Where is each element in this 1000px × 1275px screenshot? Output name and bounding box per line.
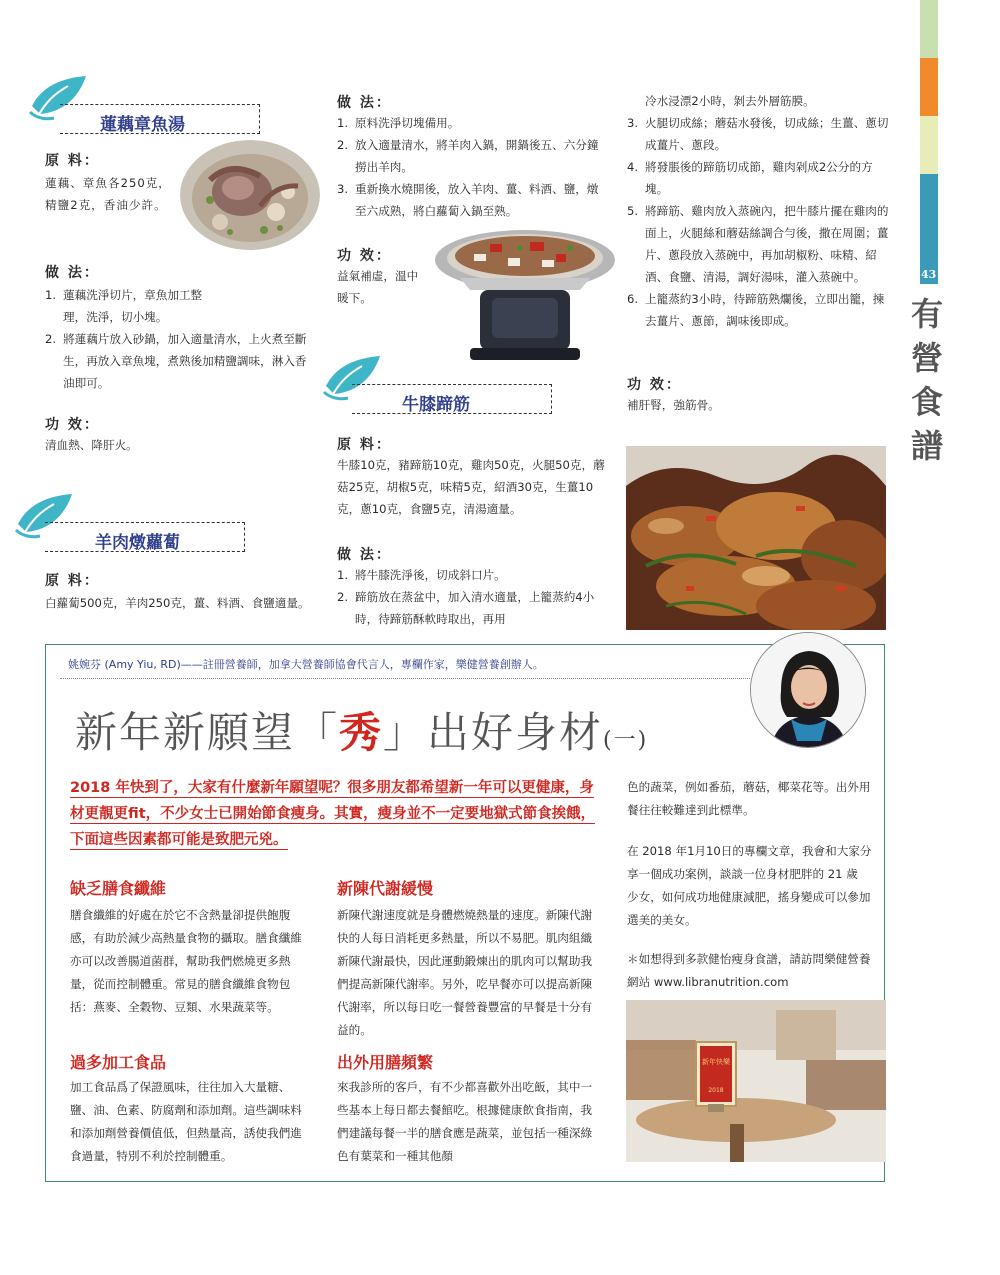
effect-label: 功 效： [337,248,392,264]
page-number: 43 [921,268,937,281]
method-label: 做 法： [337,95,392,111]
octopus-soup-photo [180,140,320,250]
section-body: 來我診所的客戶，有不少都喜歡外出吃飯，其中一些基本上每日都去餐館吃。根據健康飲食指南，我們建議每餐一半的膳食應是蔬菜，並包括一種深綠色有葉菜和一種其他顏 [337,1080,593,1163]
method-step-continued: 冷水浸漂2小時，剝去外層筋膜。 [645,94,815,108]
article-title: 新年新願望「秀」出好身材(一) [75,708,649,757]
sidebar-color-segment [920,0,938,58]
method-step: 3. 火腿切成絲；蘑菇水發後，切成絲；生薑、蔥切成薑片、蔥段。 [627,116,889,152]
method-steps [337,112,602,222]
method-step: 5. 將蹄筋、雞肉放入蒸碗內，把牛膝片擺在雞肉的面上，火腿絲和蘑菇絲調合勻後，撒在周圍；薑片、蔥段放入蒸碗中，再加胡椒粉、味精、紹酒、食鹽、清湯，調好湯味，灌入蒸碗中。 [627,204,889,284]
section-heading: 過多加工食品 [70,1053,167,1072]
section-heading: 出外用膳頻繁 [337,1053,434,1072]
method-steps [337,564,602,630]
method-step: 3. 重新換水燒開後，放入羊肉、薑、料酒、鹽，燉至六成熟，將白蘿蔔入鍋至熟。 [337,182,599,218]
article-lede: 2018 年快到了，大家有什麼新年願望呢？很多朋友都希望新一年可以更健康，身材更靚更fit，不少女士已開始節食瘦身。其實，瘦身並不一定要地獄式節食挨餓，下面這些因素都可能是致肥元兇。 [70,780,596,848]
method-step: 4. 將發脹後的蹄筋切成節，雞肉剁成2公分的方塊。 [627,160,873,196]
effect-text: 補肝腎，強筋骨。 [627,398,720,412]
sidebar-color-segment [920,116,938,174]
effect-text: 益氣補虛，溫中暖下。 [337,269,419,305]
ingredients-label: 原 料： [45,573,100,589]
ingredients-label: 原 料： [45,153,100,169]
website-note: ＊如想得到多款健怡瘦身食譜，請訪問樂健營養網站 www.libranutrition.com [627,952,871,989]
sign-year: 2018 [708,1087,724,1094]
ingredients-text: 白蘿蔔500克，羊肉250克，薑、料酒、食鹽適量。 [45,596,310,610]
ingredients-text: 蓮藕、章魚各250克，精鹽2克，香油少許。 [45,176,171,212]
method-step: 1. 將牛膝洗淨後，切成斜口片。 [337,568,506,582]
effect-label: 功 效： [627,377,682,393]
method-step: 6. 上籠蒸約3小時，待蹄筋熟爛後，立即出籠，揀去薑片、蔥節，調味後即成。 [627,292,885,328]
author-byline: 姚婉芬 (Amy Yiu, RD)——註冊營養師，加拿大營養師協會代言人，專欄作家，樂健營養創辦人。 [68,658,544,671]
section-heading: 缺乏膳食纖維 [70,879,167,898]
method-step: 2. 將蓮藕片放入砂鍋，加入適量清水，上火煮至斷生，再放入章魚塊，煮熟後加精鹽調味，淋入香油即可。 [45,332,307,390]
section-body-continued: 色的蔬菜，例如番茄，蘑菇，椰菜花等。出外用餐往往較難達到此標準。 [627,780,871,817]
divider [60,678,750,679]
section-body: 新陳代謝速度就是身體燃燒熱量的速度。新陳代謝快的人每日消耗更多熱量，所以不易肥。肌肉組織新陳代謝最快，因此運動鍛煉出的肌肉可以幫助我們提高新陳代謝率。另外，吃早餐亦可以提高新陳代謝率，所以每日吃一餐營養豐富的早餐是十分有益的。 [337,908,593,1037]
ingredients-text: 牛膝10克，豬蹄筋10克，雞肉50克，火腿50克，蘑菇25克，胡椒5克，味精5克，紹酒30克，生薑10克，蔥10克，食鹽5克，清湯適量。 [337,458,605,516]
sidebar-color-segment [920,58,938,116]
ingredients-label: 原 料： [337,437,392,453]
magazine-logo: 有營食譜 [910,295,943,465]
section-body: 膳食纖維的好處在於它不含熱量卻提供飽腹感，有助於減少高熱量食物的攝取。膳食纖維亦可以改善腸道菌群，幫助我們燃燒更多熱量，從而控制體重。常見的膳食纖維食物包括：燕麥、全穀物、豆類、水果蔬菜等。 [70,908,302,1014]
method-label: 做 法： [337,547,392,563]
method-step: 2. 蹄筋放在蒸盆中，加入清水適量，上籠蒸約4小時，待蹄筋酥軟時取出，再用 [337,590,595,626]
sign-text: 新年快樂 [702,1058,730,1066]
method-steps [627,112,892,332]
tendon-dish-photo [626,446,886,630]
effect-text: 清血熱、降肝火。 [45,438,138,452]
upcoming-note: 在 2018 年1月10日的專欄文章，我會和大家分享一個成功案例，談談一位身材肥胖的 21 歲 少女，如何成功地健康減肥，搖身變成可以參加選美的美女。 [627,844,872,927]
restaurant-photo [626,1000,886,1162]
method-step: 1. 原料洗淨切塊備用。 [337,116,460,130]
recipe-title: 羊肉燉蘿蔔 [95,533,180,553]
method-steps [45,284,307,394]
author-portrait [750,632,866,748]
section-body: 加工食品爲了保證風味，往往加入大量糖、鹽、油、色素、防腐劑和添加劑。這些調味料和添加劑營養價值低，但熱量高，誘使我們進食過量，特別不利於控制體重。 [70,1080,302,1163]
lamb-pot-photo [430,218,620,368]
method-label: 做 法： [45,265,100,281]
method-step: 1. 蓮藕洗淨切片，章魚加工整理，洗淨，切小塊。 [45,288,203,324]
recipe-title: 蓮藕章魚湯 [100,115,185,135]
method-step: 2. 放入適量清水，將羊肉入鍋，開鍋後五、六分鐘撈出羊肉。 [337,138,599,174]
section-heading: 新陳代謝緩慢 [337,879,434,898]
recipe-title: 牛膝蹄筋 [402,395,470,415]
effect-label: 功 效： [45,417,100,433]
